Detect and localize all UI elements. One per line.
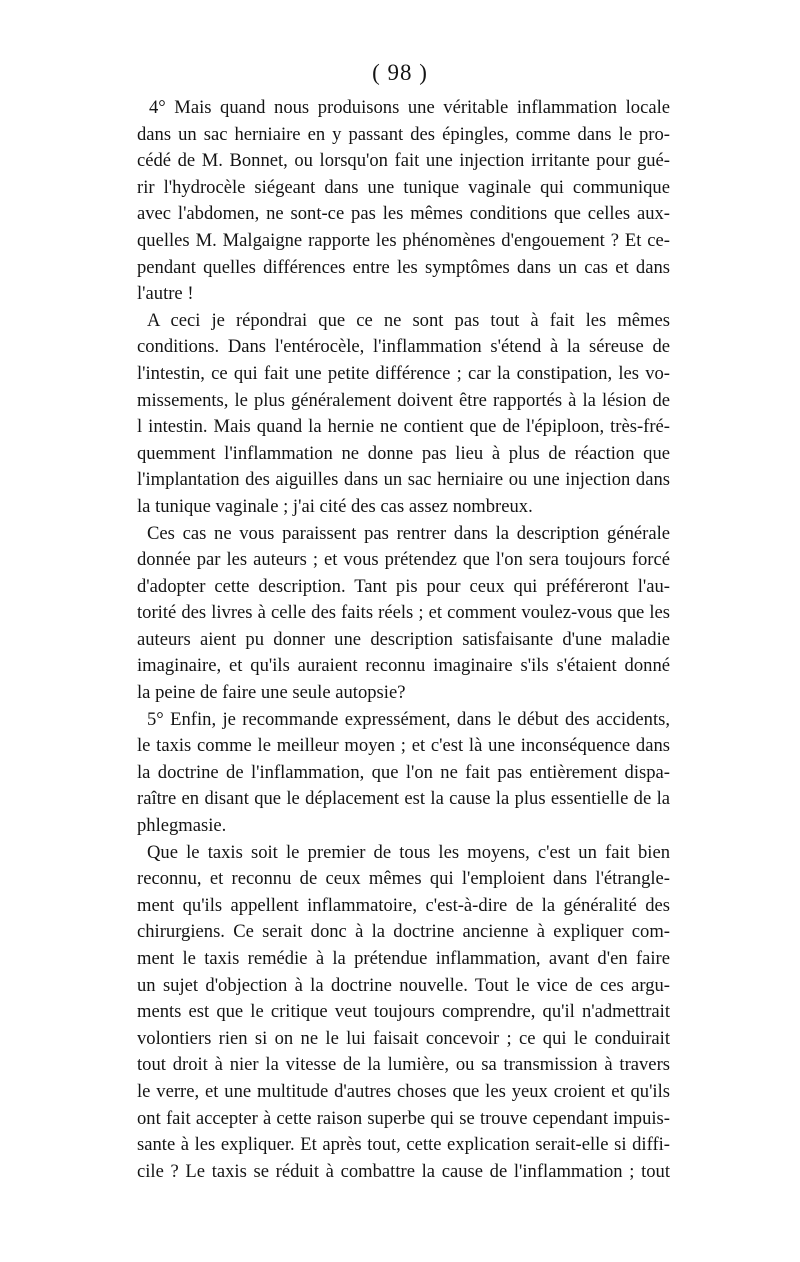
text-line: d'adopter cette description. Tant pis pour ceux qui préféreront l'au-: [137, 575, 670, 597]
text-line: 5° Enfin, je recommande expressément, dans le début des accidents,: [147, 708, 670, 730]
text-line: volontiers rien si on ne le lui faisait concevoir ; ce qui le conduirait: [137, 1027, 670, 1049]
text-line: le verre, et une multitude d'autres choses que les yeux croient et qu'ils: [137, 1080, 670, 1102]
text-line: cile ? Le taxis se réduit à combattre la cause de l'inflammation ; tout: [137, 1160, 670, 1182]
text-line: ont fait accepter à cette raison superbe qui se trouve cependant impuis-: [137, 1107, 670, 1129]
text-line: la doctrine de l'inflammation, que l'on ne fait pas entièrement dispa-: [137, 761, 670, 783]
text-line: l'implantation des aiguilles dans un sac herniaire ou une injection dans: [137, 469, 670, 491]
text-line: quemment l'inflammation ne donne pas lieu à plus de réaction que: [137, 442, 670, 464]
text-line: phlegmasie.: [137, 815, 227, 837]
text-line: chirurgiens. Ce serait donc à la doctrine ancienne à expliquer com-: [137, 921, 670, 943]
text-line: 4° Mais quand nous produisons une véritable inflammation locale: [149, 97, 670, 118]
text-line: un sujet d'objection à la doctrine nouvelle. Tout le vice de ces argu-: [137, 974, 670, 996]
page-number: ( 98 ): [372, 60, 428, 85]
text-line: raître en disant que le déplacement est la cause la plus essentielle de la: [137, 788, 670, 810]
text-line: tout droit à nier la vitesse de la lumière, ou sa transmission à travers: [137, 1054, 670, 1076]
text-line: ment qu'ils appellent inflammatoire, c'est-à-dire de la généralité des: [137, 894, 670, 916]
text-line: reconnu, et reconnu de ceux mêmes qui l'emploient dans l'étrangle-: [137, 868, 670, 890]
text-line: avec l'abdomen, ne sont-ce pas les mêmes conditions que celles aux-: [137, 203, 670, 225]
text-line: A ceci je répondrai que ce ne sont pas tout à fait les mêmes: [147, 309, 670, 331]
text-line: Que le taxis soit le premier de tous les moyens, c'est un fait bien: [147, 841, 670, 863]
text-line: ments est que le critique veut toujours comprendre, qu'il n'admettrait: [137, 1001, 670, 1023]
text-line: rir l'hydrocèle siégeant dans une tunique vaginale qui communique: [137, 176, 670, 198]
text-line: l'intestin, ce qui fait une petite différence ; car la constipation, les vo-: [137, 362, 670, 384]
text-line: dans un sac herniaire en y passant des épingles, comme dans le pro-: [137, 123, 670, 145]
text-line: le taxis comme le meilleur moyen ; et c'est là une inconséquence dans: [137, 735, 670, 757]
text-line: quelles M. Malgaigne rapporte les phénomènes d'engouement ? Et ce-: [137, 229, 670, 251]
text-line: donnée par les auteurs ; et vous prétendez que l'on sera toujours forcé: [137, 549, 670, 571]
text-line: Ces cas ne vous paraissent pas rentrer dans la description générale: [147, 522, 670, 544]
text-line: auteurs aient pu donner une description satisfaisante d'une maladie: [137, 628, 670, 650]
text-line: ment le taxis remédie à la prétendue inflammation, avant d'en faire: [137, 948, 670, 969]
text-line: cédé de M. Bonnet, ou lorsqu'on fait une injection irritante pour gué-: [137, 150, 670, 172]
text-line: la peine de faire une seule autopsie?: [137, 682, 406, 704]
text-line: sante à les expliquer. Et après tout, cette explication serait-elle si diffi-: [137, 1134, 670, 1156]
text-line: conditions. Dans l'entérocèle, l'inflammation s'étend à la séreuse de: [137, 336, 670, 358]
text-line: missements, le plus généralement doivent être rapportés à la lésion de: [137, 389, 670, 411]
text-line: l'autre !: [137, 283, 194, 305]
text-line: torité des livres à celle des faits réels ; et comment voulez-vous que les: [137, 602, 670, 624]
text-line: pendant quelles différences entre les symptômes dans un cas et dans: [137, 256, 670, 278]
body-text: [137, 95, 670, 1185]
text-line: imaginaire, et qu'ils auraient reconnu imaginaire s'ils s'étaient donné: [137, 655, 670, 677]
text-line: la tunique vaginale ; j'ai cité des cas assez nombreux.: [137, 495, 533, 517]
text-line: l intestin. Mais quand la hernie ne contient que de l'épiploon, très-fré-: [137, 416, 670, 438]
